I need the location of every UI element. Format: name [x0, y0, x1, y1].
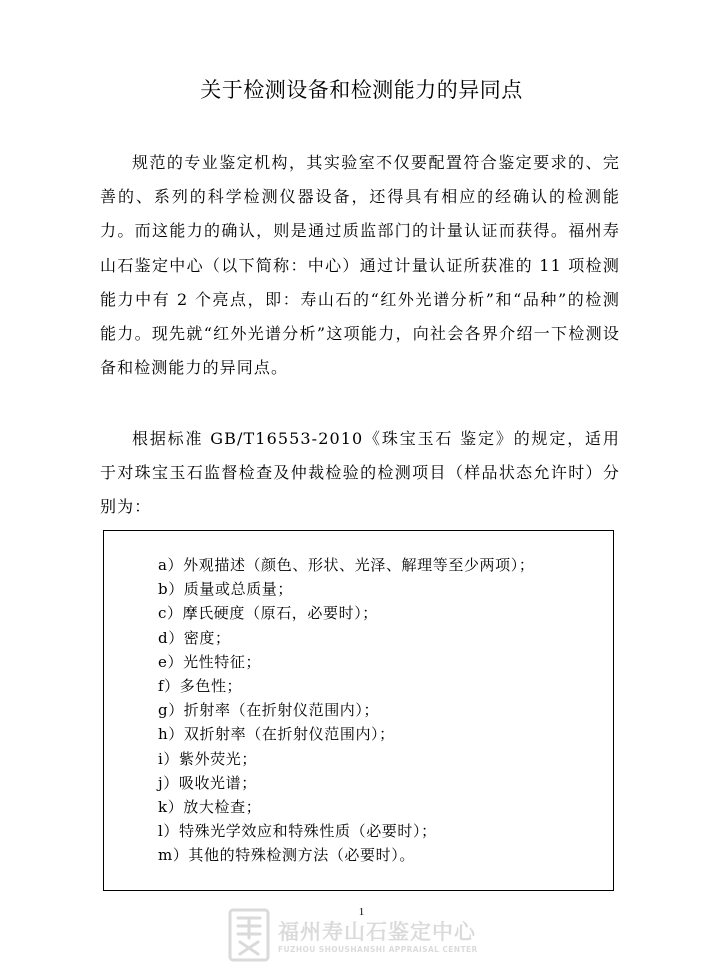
list-item: b）质量或总质量； [158, 580, 294, 599]
standard-paragraph: 根据标准 GB/T16553-2010《珠宝玉石 鉴定》的规定，适用于对珠宝玉石监督检查及仲裁检验的检测项目（样品状态允许时）分别为： [100, 429, 620, 517]
watermark-subtitle: FUZHOU SHOUSHANSHI APPRAISAL CENTER [278, 945, 478, 954]
page-number: 1 [358, 906, 365, 918]
list-item: c）摩氏硬度（原石，必要时）； [158, 604, 378, 623]
seal-logo-icon [228, 908, 270, 966]
list-item: m）其他的特殊检测方法（必要时）。 [158, 846, 415, 865]
list-item: d）密度； [158, 628, 231, 647]
list-item: f）多色性； [158, 677, 243, 696]
watermark-name: 福州寿山石鉴定中心 [278, 920, 476, 944]
intro-paragraph: 规范的专业鉴定机构，其实验室不仅要配置符合鉴定要求的、完善的、系列的科学检测仪器设备，还得具有相应的经确认的检测能力。而这能力的确认，则是通过质监部门的计量认证而获得。福州寿山石鉴定中心（以下简称：中心）通过计量认证所获准的 11 项检测能力中有 2 个亮点，即：寿山石的“红外光谱分析”和“品种”的检测能力。现先就“红外光谱分析”这项能力，向社会各界介绍一下检测设备和检测能力的异同点。 [100, 153, 620, 378]
test-items-list [158, 553, 534, 868]
list-item: h）双折射率（在折射仪范围内）； [158, 725, 395, 744]
list-item: a）外观描述（颜色、形状、光泽、解理等至少两项）； [158, 556, 535, 574]
document-title: 关于检测设备和检测能力的异同点 [200, 78, 523, 102]
list-item: l）特殊光学效应和特殊性质（必要时）； [158, 822, 437, 841]
list-item: g）折射率（在折射仪范围内）； [158, 701, 380, 720]
list-item: i）紫外荧光； [158, 749, 257, 768]
test-items-box [103, 530, 614, 891]
list-item: k）放大检查； [158, 798, 262, 817]
list-item: j）吸收光谱； [158, 773, 257, 792]
list-item: e）光性特征； [158, 652, 262, 671]
watermark-logo [228, 908, 508, 966]
